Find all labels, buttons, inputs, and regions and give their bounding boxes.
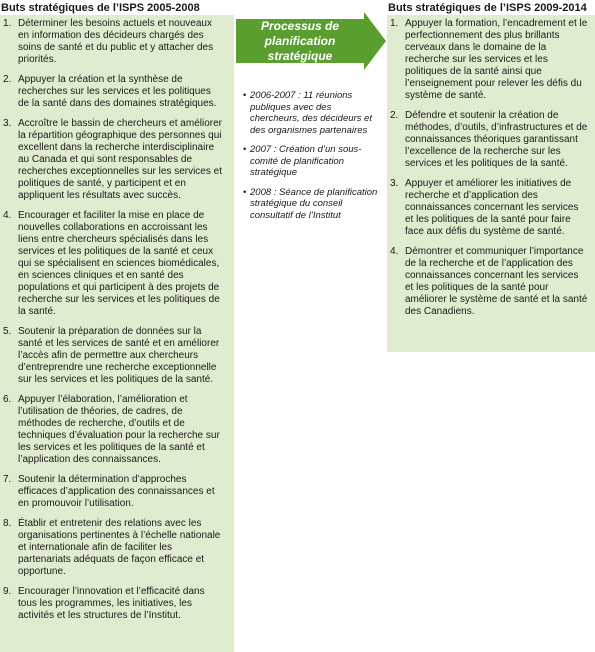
goal-number: 5.: [3, 326, 12, 337]
goal-number: 1.: [390, 18, 399, 29]
process-arrow-line1: Processus de: [260, 18, 340, 33]
process-arrow-line2: planification stratégique: [264, 33, 336, 63]
bullet-icon: •: [243, 186, 247, 198]
goal-text: Encourager l’innovation et l’efficacité dans tous les programmes, les initiatives, les activités et les structures de l’Institut.: [18, 586, 205, 621]
process-item: [243, 144, 383, 179]
goal-text: Soutenir la préparation de données sur la santé et les services de santé et en améliorer l’accès afin de permettre aux chercheurs d’entreprendre une recherche exceptionnelle sur les services et les politiques de la santé.: [18, 326, 220, 385]
goals-2009-2014-title: Buts stratégiques de l’ISPS 2009-2014: [387, 0, 595, 15]
left-goal-item: [0, 18, 234, 66]
goal-text: Accroître le bassin de chercheurs et améliorer la répartition géographique des personnes qui excellent dans la recherche interdisciplinaire au Canada et qui sont responsables de recherches exceptionnelles sur les services et politiques de santé, y participent et en appliquent les résultats avec succès.: [18, 118, 222, 201]
goal-number: 8.: [3, 518, 12, 529]
right-goal-item: [387, 178, 595, 238]
left-goal-item: [0, 118, 234, 202]
right-goal-item: [387, 246, 595, 318]
goal-text: Appuyer l’élaboration, l’amélioration et l’utilisation de théories, de cadres, de méthodes de recherche, d’outils et de techniques d’évaluation pour la recherche sur les services et les politiques de la santé et l’application des connaissances.: [18, 394, 220, 465]
goal-text: Appuyer la formation, l’encadrement et le perfectionnement des plus brillants cerveaux dans le domaine de la recherche sur les services et les politiques de la santé ainsi que l’enseignement pour relever les défis du système de santé.: [405, 18, 588, 101]
goal-number: 2.: [390, 110, 399, 121]
left-goal-item: [0, 394, 234, 466]
goals-2005-2008-title: Buts stratégiques de l’ISPS 2005-2008: [0, 0, 234, 15]
goal-text: Appuyer et améliorer les initiatives de recherche et d’application des connaissances concernant les services et les politiques de la santé pour faire face aux défis du système de santé.: [405, 178, 579, 237]
goal-number: 4.: [390, 246, 399, 257]
left-goal-item: [0, 210, 234, 318]
process-item: [243, 187, 383, 222]
goal-number: 9.: [3, 586, 12, 597]
goal-number: 6.: [3, 394, 12, 405]
goal-number: 2.: [3, 74, 12, 85]
goal-number: 4.: [3, 210, 12, 221]
goal-text: Établir et entretenir des relations avec les organisations pertinentes à l’échelle nationale et internationale afin de faciliter les partenariats adéquats de façon efficace et opportune.: [18, 518, 221, 577]
left-goal-item: [0, 326, 234, 386]
bullet-icon: •: [243, 144, 247, 155]
goal-number: 7.: [3, 474, 12, 485]
goals-2005-2008-panel: [0, 0, 234, 652]
left-goal-item: [0, 586, 234, 622]
goal-text: Démontrer et communiquer l’importance de la recherche et de l’application des connaissances concernant les services et les politiques de la santé pour améliorer le système de santé et la santé des Canadiens.: [405, 246, 588, 317]
process-text: 2006-2007 : 11 réunions publiques avec des chercheurs, des décideurs et des organismes partenaires: [250, 90, 372, 136]
left-goal-item: [0, 474, 234, 510]
goals-2005-2008-list: [0, 18, 234, 630]
goal-number: 3.: [3, 118, 12, 129]
right-goal-item: [387, 110, 595, 170]
process-text: 2008 : Séance de planification stratégique du conseil consultatif de l’Institut: [250, 186, 378, 221]
process-text: 2007 : Création d’un sous-comité de planification stratégique: [250, 144, 362, 178]
goals-2009-2014-panel: [387, 0, 595, 352]
left-goal-item: [0, 74, 234, 110]
planning-process-list: [243, 90, 383, 229]
process-arrow-label: [236, 18, 364, 64]
goals-2009-2014-list: [387, 18, 595, 326]
goal-text: Soutenir la détermination d’approches efficaces d’application des connaissances et en promouvoir l’utilisation.: [18, 474, 215, 509]
bullet-icon: •: [243, 90, 247, 101]
right-goal-item: [387, 18, 595, 102]
goal-text: Appuyer la création et la synthèse de recherches sur les services et les politiques de la santé dans des domaines stratégiques.: [18, 74, 217, 109]
goal-text: Défendre et soutenir la création de méthodes, d’outils, d’infrastructures et de connaissances théoriques garantissant l’excellence de la recherche sur les services et les politiques de la santé.: [405, 110, 588, 169]
goal-number: 1.: [3, 18, 12, 29]
goal-text: Encourager et faciliter la mise en place de nouvelles collaborations en accroissant les liens entre chercheurs spécialisés dans les services et les politiques de la santé et ceux qui se spécialisent en sciences biomédicales, en sciences cliniques et en santé des populations et qui participent à des projets de recherche sur les services et les politiques de la santé.: [18, 210, 220, 317]
left-goal-item: [0, 518, 234, 578]
goal-number: 3.: [390, 178, 399, 189]
goal-text: Déterminer les besoins actuels et nouveaux en information des décideurs chargés des soins de santé et du public et y attacher des priorités.: [18, 18, 214, 65]
process-item: [243, 90, 383, 136]
